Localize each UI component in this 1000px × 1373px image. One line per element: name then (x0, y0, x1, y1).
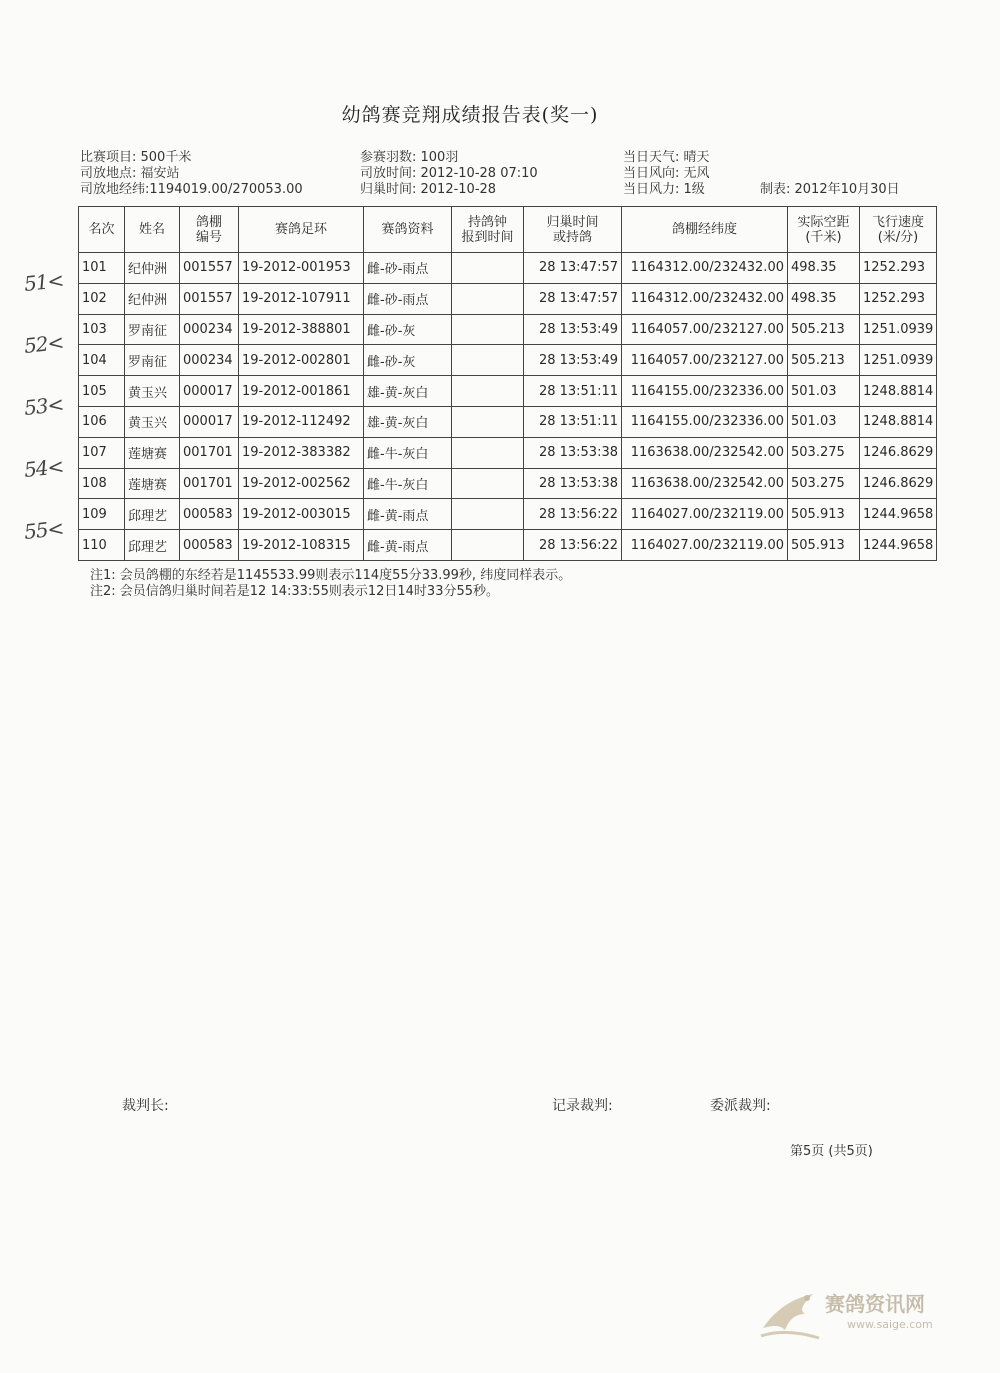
table-cell: 邱理艺 (125, 499, 180, 530)
table-cell: 498.35 (788, 253, 860, 284)
table-cell: 28 13:47:57 (524, 283, 622, 314)
table-cell: 1164155.00/232336.00 (622, 406, 788, 437)
delegated-referee-label: 委派裁判: (710, 1098, 771, 1114)
handwritten-rank-mark: 53< (22, 392, 65, 420)
info-release-coords: 司放地经纬:1194019.00/270053.00 (80, 182, 303, 197)
table-cell (452, 530, 524, 561)
table-cell: 纪仲洲 (125, 283, 180, 314)
column-header: 鸽棚经纬度 (622, 207, 788, 253)
table-cell: 28 13:56:22 (524, 530, 622, 561)
column-header: 持鸽钟 报到时间 (452, 207, 524, 253)
info-event: 比赛项目: 500千米 (80, 150, 192, 165)
table-cell: 000017 (180, 406, 239, 437)
table-cell: 107 (79, 437, 125, 468)
table-cell: 103 (79, 314, 125, 345)
table-cell (452, 406, 524, 437)
table-cell: 19-2012-108315 (239, 530, 364, 561)
table-cell: 106 (79, 406, 125, 437)
table-cell: 108 (79, 468, 125, 499)
table-cell: 雌-砂-雨点 (364, 283, 452, 314)
table-cell: 503.275 (788, 437, 860, 468)
info-entries: 参赛羽数: 100羽 (360, 150, 459, 165)
watermark-name: 赛鸽资讯网 (825, 1292, 925, 1316)
table-cell: 19-2012-001953 (239, 253, 364, 284)
table-cell: 001701 (180, 468, 239, 499)
table-cell: 雄-黄-灰白 (364, 406, 452, 437)
column-header: 赛鸽资料 (364, 207, 452, 253)
handwritten-rank-mark: 54< (22, 454, 65, 482)
note-1: 注1: 会员鸽棚的东经若是1145533.99则表示114度55分33.99秒, 纬度同样表示。 (90, 568, 572, 583)
table-cell: 101 (79, 253, 125, 284)
table-row (79, 253, 937, 284)
table-row (79, 345, 937, 376)
table-cell: 雌-黄-雨点 (364, 530, 452, 561)
table-cell: 1164155.00/232336.00 (622, 376, 788, 407)
pigeon-logo-icon (755, 1280, 825, 1350)
table-cell: 雌-牛-灰白 (364, 468, 452, 499)
table-cell: 104 (79, 345, 125, 376)
table-row (79, 406, 937, 437)
table-cell: 黄玉兴 (125, 376, 180, 407)
table-cell: 1252.293 (860, 283, 937, 314)
page-number: 第5页 (共5页) (790, 1144, 873, 1159)
table-cell: 雌-砂-灰 (364, 314, 452, 345)
table-cell: 19-2012-388801 (239, 314, 364, 345)
table-cell: 102 (79, 283, 125, 314)
table-cell: 000017 (180, 376, 239, 407)
table-cell: 000583 (180, 530, 239, 561)
table-cell: 1164312.00/232432.00 (622, 283, 788, 314)
table-cell: 纪仲洲 (125, 253, 180, 284)
table-cell (452, 376, 524, 407)
watermark (755, 1280, 965, 1350)
info-return-time: 归巢时间: 2012-10-28 (360, 182, 497, 197)
table-cell: 001557 (180, 283, 239, 314)
table-cell: 28 13:53:49 (524, 345, 622, 376)
table-cell: 28 13:47:57 (524, 253, 622, 284)
table-cell: 28 13:53:38 (524, 437, 622, 468)
table-cell: 000583 (180, 499, 239, 530)
table-cell: 邱理艺 (125, 530, 180, 561)
chief-referee-label: 裁判长: (122, 1098, 169, 1114)
results-table (78, 206, 937, 561)
handwritten-rank-mark: 51< (22, 268, 65, 296)
table-cell: 19-2012-001861 (239, 376, 364, 407)
table-cell (452, 468, 524, 499)
info-wind-force: 当日风力: 1级 (623, 182, 705, 197)
info-release-time: 司放时间: 2012-10-28 07:10 (360, 166, 538, 181)
table-cell: 19-2012-002562 (239, 468, 364, 499)
column-header: 飞行速度 (米/分) (860, 207, 937, 253)
table-cell: 28 13:56:22 (524, 499, 622, 530)
table-cell: 1164027.00/232119.00 (622, 499, 788, 530)
table-cell: 000234 (180, 345, 239, 376)
table-cell: 1246.8629 (860, 468, 937, 499)
column-header: 名次 (79, 207, 125, 253)
table-cell: 1163638.00/232542.00 (622, 468, 788, 499)
table-cell: 1244.9658 (860, 499, 937, 530)
handwritten-rank-mark: 52< (22, 330, 65, 358)
table-cell: 罗南征 (125, 345, 180, 376)
table-cell: 雌-砂-灰 (364, 345, 452, 376)
table-cell: 1251.0939 (860, 314, 937, 345)
column-header: 姓名 (125, 207, 180, 253)
column-header: 赛鸽足环 (239, 207, 364, 253)
table-cell: 19-2012-112492 (239, 406, 364, 437)
table-cell: 105 (79, 376, 125, 407)
table-row (79, 437, 937, 468)
table-cell: 黄玉兴 (125, 406, 180, 437)
table-cell: 莲塘赛 (125, 468, 180, 499)
table-cell: 19-2012-107911 (239, 283, 364, 314)
recording-referee-label: 记录裁判: (552, 1098, 613, 1114)
info-wind-direction: 当日风向: 无风 (623, 166, 710, 181)
table-cell: 雌-砂-雨点 (364, 253, 452, 284)
table-cell: 505.913 (788, 499, 860, 530)
table-cell: 1164057.00/232127.00 (622, 345, 788, 376)
table-cell: 1244.9658 (860, 530, 937, 561)
table-row (79, 314, 937, 345)
table-cell: 19-2012-003015 (239, 499, 364, 530)
table-cell: 28 13:53:49 (524, 314, 622, 345)
table-cell (452, 283, 524, 314)
table-cell: 110 (79, 530, 125, 561)
table-row (79, 468, 937, 499)
notes (90, 568, 571, 600)
table-cell (452, 253, 524, 284)
table-header-row (79, 207, 937, 253)
column-header: 实际空距 (千米) (788, 207, 860, 253)
table-row (79, 283, 937, 314)
report-title: 幼鸽赛竞翔成绩报告表(奖一) (341, 104, 599, 126)
table-cell: 1251.0939 (860, 345, 937, 376)
table-cell: 001701 (180, 437, 239, 468)
table-row (79, 530, 937, 561)
table-cell: 501.03 (788, 376, 860, 407)
table-cell: 1164057.00/232127.00 (622, 314, 788, 345)
table-cell: 1248.8814 (860, 406, 937, 437)
table-cell: 莲塘赛 (125, 437, 180, 468)
table-cell: 109 (79, 499, 125, 530)
column-header: 归巢时间 或持鸽 (524, 207, 622, 253)
table-cell: 雌-牛-灰白 (364, 437, 452, 468)
table-row (79, 499, 937, 530)
table-cell: 1246.8629 (860, 437, 937, 468)
handwritten-rank-mark: 55< (22, 516, 65, 544)
table-cell: 505.213 (788, 345, 860, 376)
table-cell: 1252.293 (860, 253, 937, 284)
info-made-date: 制表: 2012年10月30日 (760, 182, 900, 197)
table-cell: 505.913 (788, 530, 860, 561)
table-cell: 19-2012-383382 (239, 437, 364, 468)
table-cell: 505.213 (788, 314, 860, 345)
table-cell: 001557 (180, 253, 239, 284)
table-cell (452, 345, 524, 376)
table-cell (452, 314, 524, 345)
table-cell: 1164027.00/232119.00 (622, 530, 788, 561)
table-cell: 雄-黄-灰白 (364, 376, 452, 407)
table-cell: 1163638.00/232542.00 (622, 437, 788, 468)
table-cell: 501.03 (788, 406, 860, 437)
table-cell: 000234 (180, 314, 239, 345)
table-cell: 28 13:53:38 (524, 468, 622, 499)
table-cell (452, 499, 524, 530)
table-cell: 28 13:51:11 (524, 406, 622, 437)
note-2: 注2: 会员信鸽归巢时间若是12 14:33:55则表示12日14时33分55秒。 (90, 584, 500, 599)
table-cell: 19-2012-002801 (239, 345, 364, 376)
info-weather: 当日天气: 晴天 (623, 150, 710, 165)
table-row (79, 376, 937, 407)
column-header: 鸽棚 编号 (180, 207, 239, 253)
watermark-url: www.saige.com (847, 1318, 933, 1331)
table-cell: 罗南征 (125, 314, 180, 345)
table-cell: 雌-黄-雨点 (364, 499, 452, 530)
table-cell: 28 13:51:11 (524, 376, 622, 407)
table-cell: 1164312.00/232432.00 (622, 253, 788, 284)
table-cell (452, 437, 524, 468)
table-cell: 1248.8814 (860, 376, 937, 407)
table-cell: 503.275 (788, 468, 860, 499)
info-release-site: 司放地点: 福安站 (80, 166, 180, 181)
table-cell: 498.35 (788, 283, 860, 314)
